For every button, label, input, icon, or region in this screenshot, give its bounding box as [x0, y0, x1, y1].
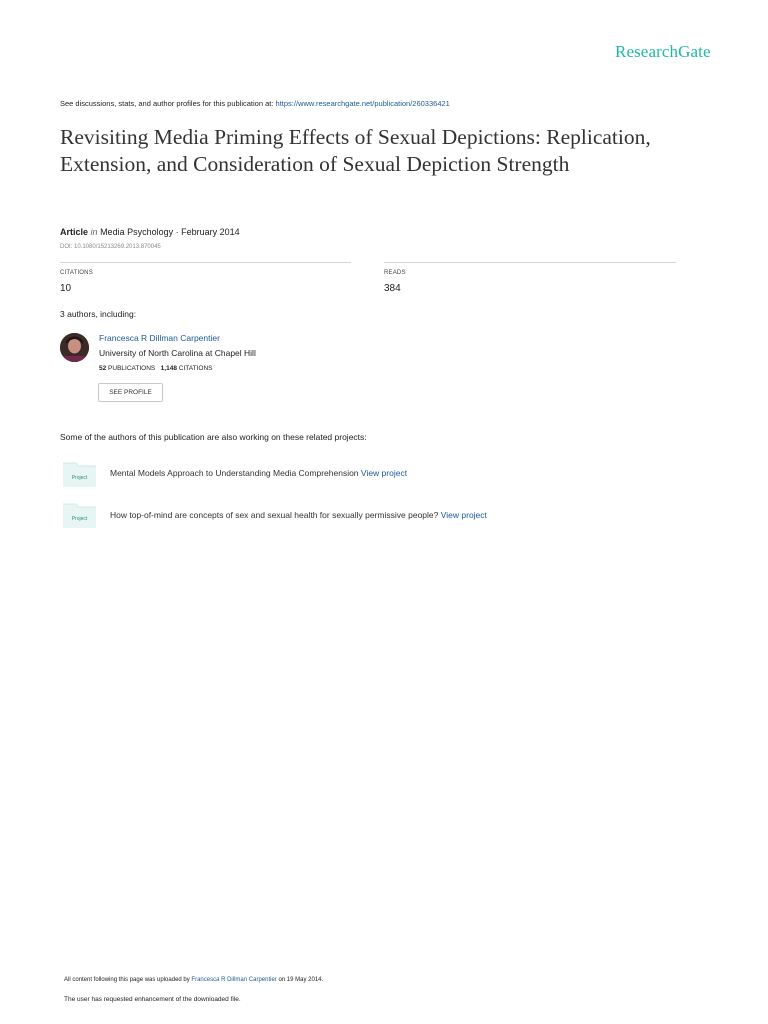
source-text: See discussions, stats, and author profiles for this publication at: [60, 99, 274, 108]
view-project-link[interactable]: View project [360, 468, 408, 478]
journal-info: Media Psychology · February 2014 [100, 227, 240, 237]
doi: DOI: 10.1080/15213269.2013.870045 [60, 244, 161, 250]
enhancement-note: The user has requested enhancement of the downloaded file. [64, 996, 241, 1003]
upload-note [64, 977, 323, 983]
project-item [110, 510, 487, 520]
reads-label: READS [384, 270, 406, 276]
avatar-photo [60, 333, 89, 362]
author-stats [99, 365, 212, 372]
article-info [60, 227, 240, 237]
source-line [60, 99, 450, 108]
project-title: How top-of-mind are concepts of sex and sexual health for sexually permissive people? [110, 510, 439, 520]
author-name[interactable]: Francesca R Dillman Carpentier [99, 333, 220, 343]
author-citations-label: CITATIONS [178, 365, 213, 372]
publications-label: PUBLICATIONS [108, 365, 156, 372]
view-project-link[interactable]: View project [440, 510, 487, 520]
publication-title: Revisiting Media Priming Effects of Sexual Depictions: Replication, Extension, and Consideration of Sexual Depiction Strength [60, 125, 651, 176]
divider-reads [384, 262, 676, 263]
article-in: in [90, 227, 98, 237]
authors-heading: 3 authors, including: [60, 309, 137, 319]
see-profile-button[interactable]: SEE PROFILE [98, 383, 163, 402]
author-institution: University of North Carolina at Chapel Hill [99, 348, 256, 358]
project-icon [63, 461, 96, 487]
author-citations-count: 1,148 [160, 365, 177, 372]
article-type: Article [60, 227, 89, 237]
project-icon [63, 502, 96, 528]
citations-label: CITATIONS [60, 270, 93, 276]
reads-count: 384 [384, 283, 401, 294]
upload-date: on 19 May 2014. [278, 977, 324, 983]
project-icon-label: Project [71, 475, 88, 481]
project-item [110, 468, 407, 478]
project-title: Mental Models Approach to Understanding Media Comprehension [110, 468, 359, 478]
project-icon-label: Project [71, 516, 88, 522]
divider-citations [60, 262, 351, 263]
publications-count: 52 [99, 365, 107, 372]
researchgate-logo[interactable]: ResearchGate [615, 42, 711, 61]
uploader-link[interactable]: Francesca R Dillman Carpentier [191, 977, 277, 983]
publication-link[interactable]: https://www.researchgate.net/publication/260336421 [275, 99, 450, 108]
projects-heading: Some of the authors of this publication are also working on these related projects: [60, 432, 367, 442]
avatar[interactable] [60, 333, 89, 362]
upload-prefix: All content following this page was uploaded by [64, 977, 190, 983]
citations-count: 10 [60, 283, 72, 294]
